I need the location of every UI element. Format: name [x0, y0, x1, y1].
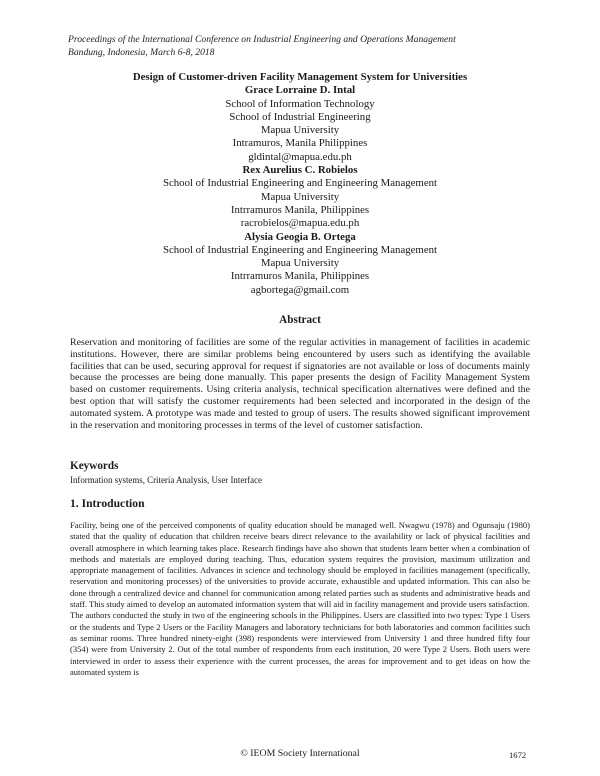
author-1-email: gldintal@mapua.edu.ph	[248, 150, 352, 163]
keywords-heading: Keywords	[70, 460, 119, 472]
introduction-heading: 1. Introduction	[70, 497, 145, 510]
author-name-1: Grace Lorraine D. Intal	[244, 84, 356, 97]
introduction-paragraph: The authors conducted the study in two of the engineering schools in the Philippines. Users are classified into two types: Type 1 Users or the students and Type 2 Users or the Facility Managers and laboratory technicians for both laboratories and common facilities such as seminar rooms. Three hundred ninety-eight (398) respondents were interviewed from University 1 and three hundred fifty four (354) were from University 2. Out of the total number of respondents from each institution, 20 were Type 2 Users. Both users were interviewed in order to assess their experience with the current processes, the areas for improvement and to get ideas on how the automated system is	[70, 610, 530, 677]
footer-copyright: © IEOM Society International	[240, 748, 360, 759]
author-2-affiliation: Mapua University	[260, 190, 340, 203]
author-1-affiliation: Intramuros, Manila Philippines	[232, 137, 368, 150]
introduction-paragraph: Facility, being one of the perceived components of quality education should be managed well. Nwagwu (1978) and Ogunsaju (1980) stated that the quality of education that children receive bears direct relevance to the availability or lack of physical facilities and overall atmosphere in which learning takes place. Research findings have also shown that students learn better when a combination of methods and materials are employed during teaching. Thus, education system requires the provision, maximum utilization and appropriate management of facilities. Advances in science and technology should be employed in facilities management (specifically, reservation and monitoring processes) of the universities to provide accurate, exhaustible and updated information. This can also be done through a centralized device and channel for communication among related parties such as students and administrative heads and staff. This study aimed to develop an automated information system that will aid in facility management and provide users satisfaction.	[70, 520, 530, 610]
title-author-block	[60, 71, 540, 297]
keywords-text: Information systems, Criteria Analysis, User Interface	[70, 475, 262, 485]
author-3-affiliation: School of Industrial Engineering and Engineering Management	[162, 243, 438, 256]
author-name-2: Rex Aurelius C. Robielos	[242, 164, 358, 177]
abstract-text: Reservation and monitoring of facilities are some of the regular activities in management of facilities in academic institutions. However, there are similar problems being encountered by users such as identifying the available facilities that can be used, securing approval for request if signatories are not available or loss of documents mainly because the processes are being done manually. This paper presents the design of Facility Management System based on customer requirements. Using criteria analysis, technical specification alternatives were defined and the best option that will satisfy the customer requirements had been selected and incorporated in the design of the automated system. A prototype was made and tested to group of users. The results showed significant improvement in the reservation and monitoring processes in terms of the level of customer satisfaction.	[70, 337, 530, 431]
proceedings-location-date: Bandung, Indonesia, March 6-8, 2018	[68, 47, 215, 58]
author-2-email: racrobielos@mapua.edu.ph	[240, 217, 360, 230]
author-1-affiliation: Mapua University	[260, 124, 340, 137]
author-2-affiliation: School of Industrial Engineering and Engineering Management	[162, 177, 438, 190]
author-3-affiliation: Intrramuros Manila, Philippines	[230, 270, 370, 283]
proceedings-header	[68, 33, 538, 59]
author-3-email: agbortega@gmail.com	[250, 283, 350, 296]
proceedings-title: Proceedings of the International Conference on Industrial Engineering and Operations Management	[68, 34, 456, 45]
paper-title: Design of Customer-driven Facility Management System for Universities	[132, 71, 468, 83]
abstract-heading: Abstract	[279, 314, 321, 326]
author-2-affiliation: Intrramuros Manila, Philippines	[230, 203, 370, 216]
page-number: 1672	[509, 750, 527, 760]
author-1-affiliation: School of Industrial Engineering	[229, 110, 371, 123]
author-name-3: Alysia Geogia B. Ortega	[244, 230, 356, 243]
author-1-affiliation: School of Information Technology	[225, 97, 375, 110]
author-3-affiliation: Mapua University	[260, 257, 340, 270]
introduction-body	[70, 520, 530, 678]
